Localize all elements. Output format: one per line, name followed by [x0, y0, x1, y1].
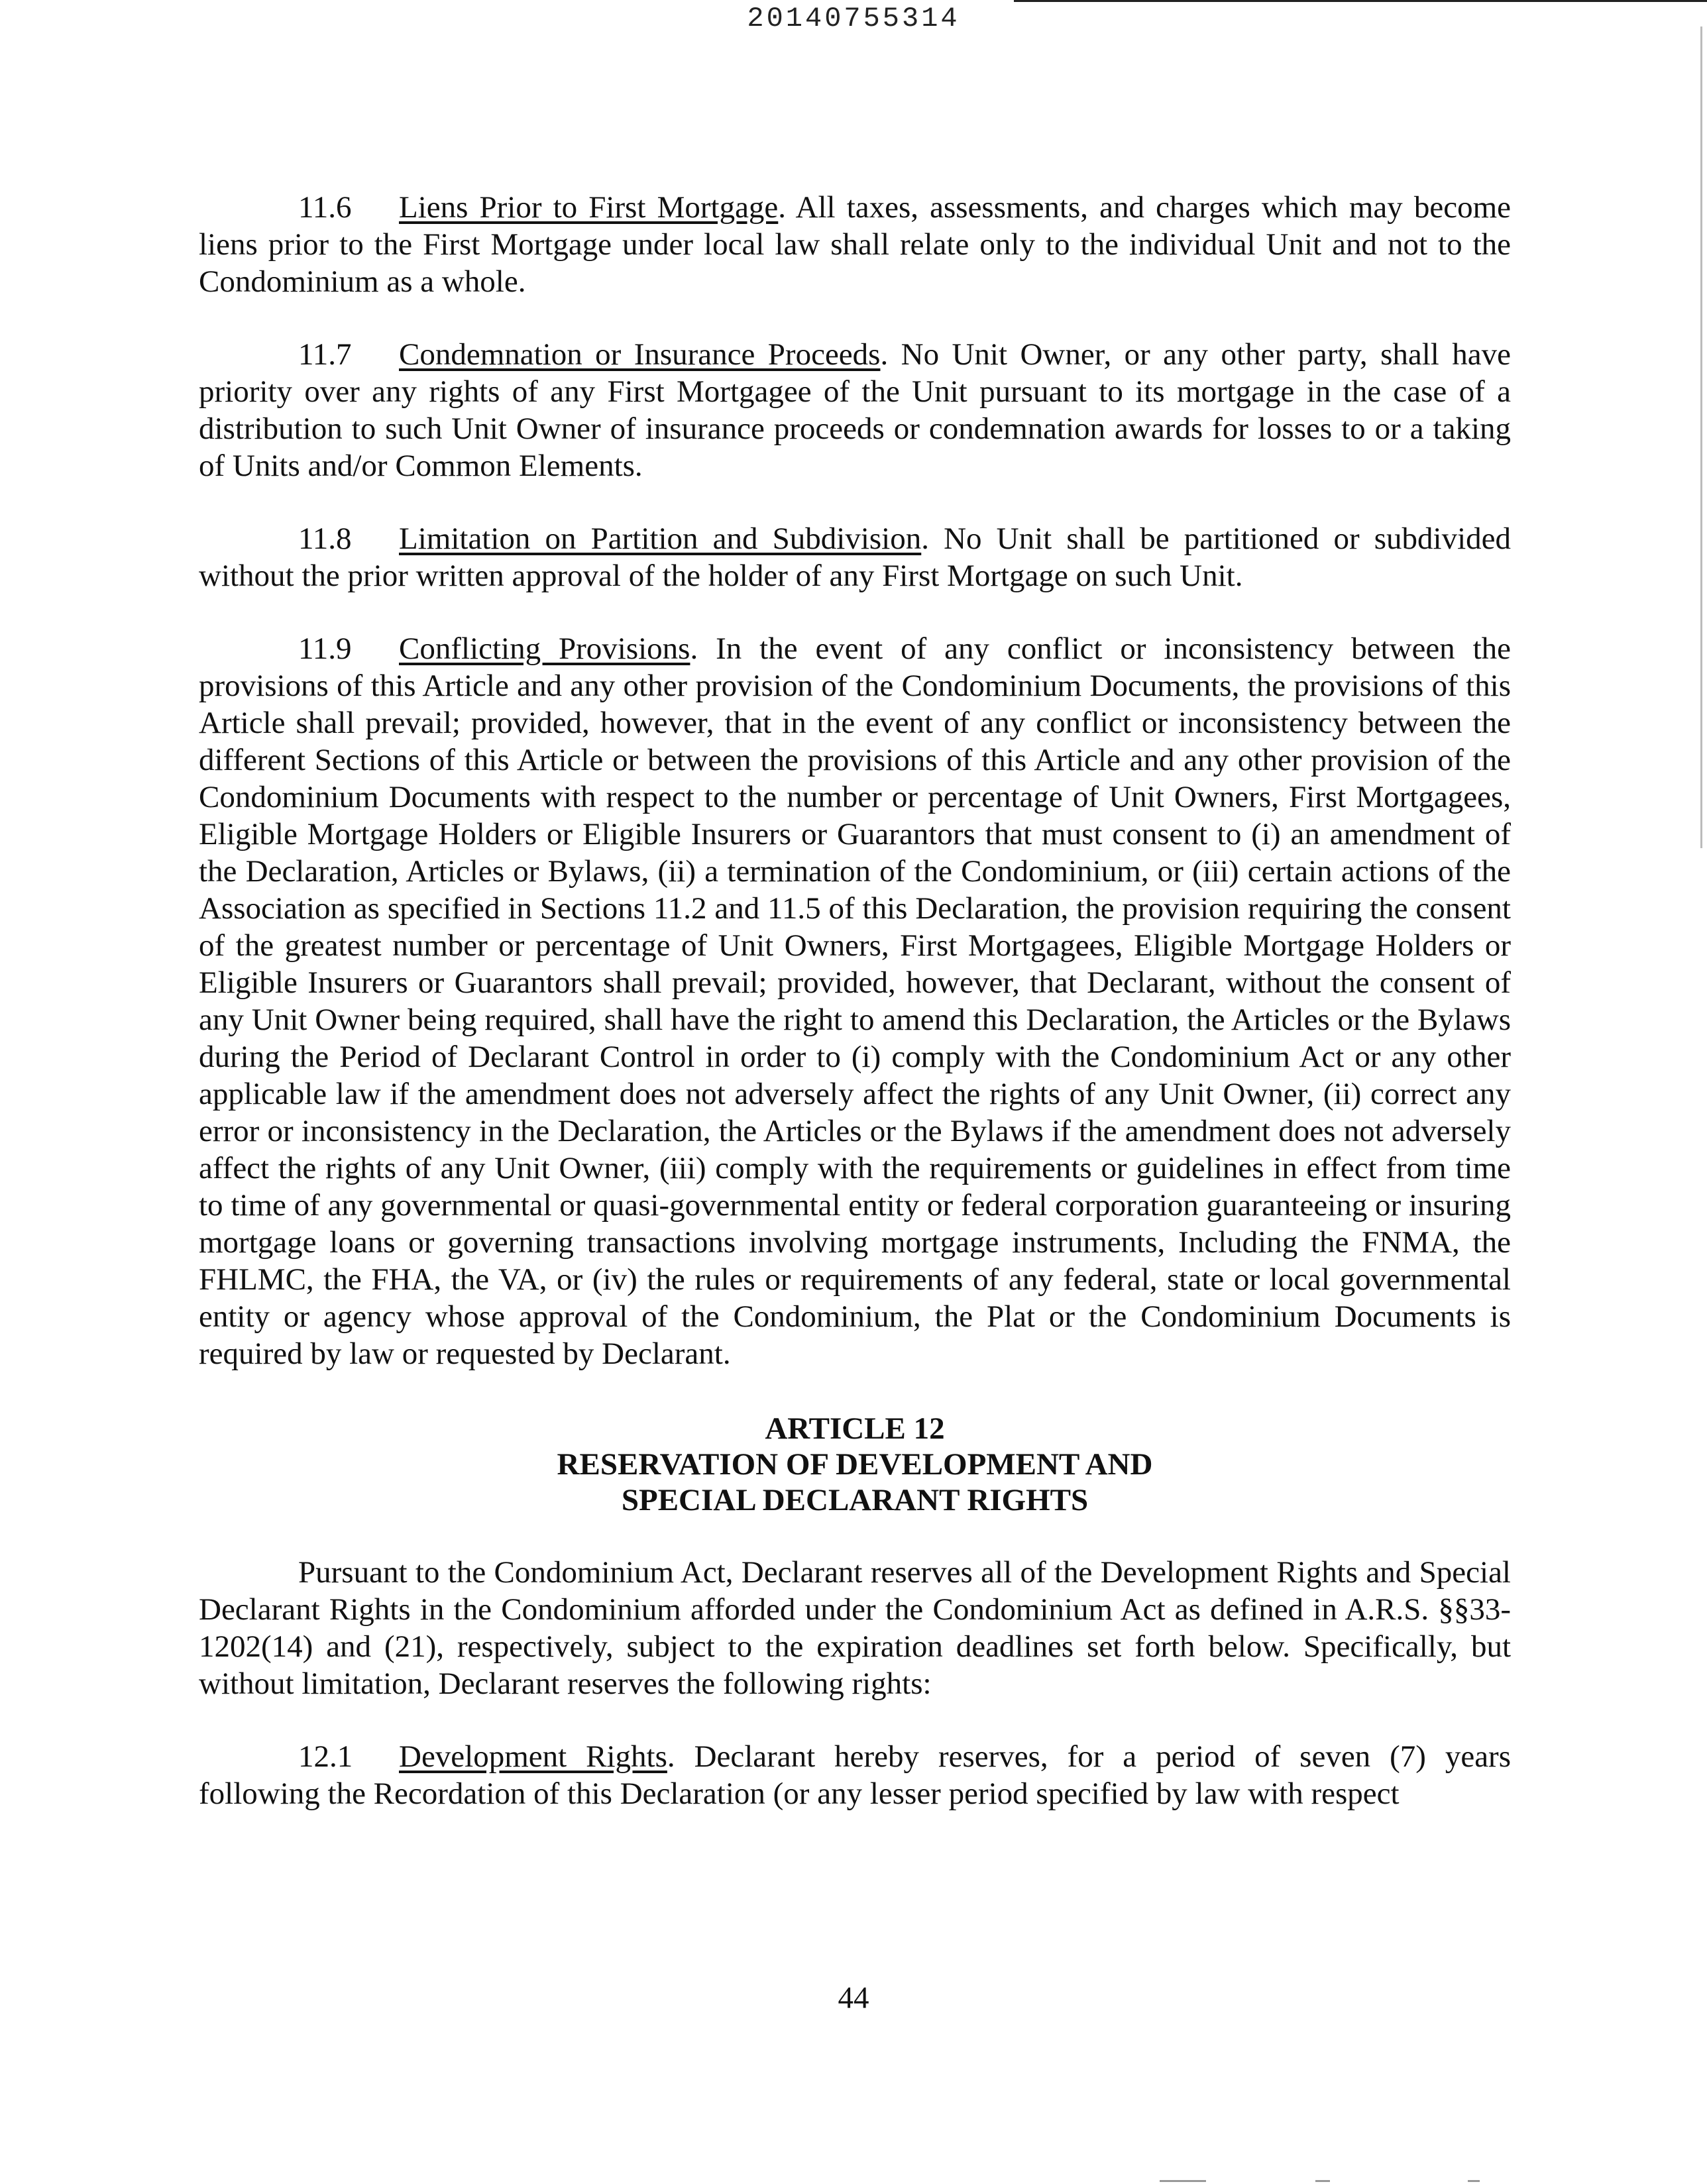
section-11-7 — [199, 336, 1511, 484]
section-title: Liens Prior to First Mortgage — [399, 190, 779, 225]
section-text: . No Unit shall be partitioned or subdivided without the prior written approval of the holder of any First Mortgage on such Unit. — [199, 521, 1511, 593]
section-title: Conflicting Provisions — [399, 631, 690, 666]
article-title-line-2: SPECIAL DECLARANT RIGHTS — [621, 1483, 1089, 1517]
article-12-intro — [199, 1554, 1511, 1702]
section-title: Development Rights — [399, 1739, 667, 1774]
section-text: . In the event of any conflict or inconsistency between the provisions of this Article and any other provision of the Condominium Documents, the provisions of this Article shall prevail; provided, however, that in the event of any conflict or inconsistency between the different Sections of this Article or between the provisions of this Article and any other provision of the Condominium Documents with respect to the number or percentage of Unit Owners, First Mortgagees, Eligible Mortgage Holders or Eligible Insurers or Guarantors that must consent to (i) an amendment of the Declaration, Articles or Bylaws, (ii) a termination of the Condominium, or (iii) certain actions of the Association as specified in Sections 11.2 and 11.5 of this Declaration, the provision requiring the consent of the greatest number or percentage of Unit Owners, First Mortgagees, Eligible Mortgage Holders or Eligible Insurers or Guarantors shall prevail; provided, however, that Declarant, without the consent of any Unit Owner being required, shall have the right to amend this Declaration, the Articles or the Bylaws during the Period of Declarant Control in order to (i) comply with the Condominium Act or any other applicable law if the amendment does not adversely affect the rights of any Unit Owner, (ii) correct any error or inconsistency in the Declaration, the Articles or the Bylaws if the amendment does not adversely affect the rights of any Unit Owner, (iii) comply with the requirements or guidelines in effect from time to time of any governmental or quasi-governmental entity or federal corporation guaranteeing or insuring mortgage loans or governing transactions involving mortgage instruments, Including the FNMA, the FHLMC, the FHA, the VA, or (iv) the rules or requirements of any federal, state or local governmental entity or agency whose approval of the Condominium, the Plat or the Condominium Documents is required by law or requested by Declarant. — [199, 631, 1511, 1371]
section-number: 12.1 — [298, 1739, 353, 1774]
scan-edge — [1700, 27, 1702, 848]
section-number: 11.9 — [298, 631, 352, 666]
scan-artifact — [1315, 2180, 1330, 2182]
section-text: . No Unit Owner, or any other party, shall have priority over any rights of any First Mortgagee of the Unit pursuant to its mortgage in the case of a distribution to such Unit Owner of insurance proceeds or condemnation awards for losses to or a taking of Units and/or Common Elements. — [199, 337, 1511, 483]
section-title: Limitation on Partition and Subdivision — [399, 521, 922, 556]
section-number: 11.7 — [298, 337, 352, 372]
top-rule — [1014, 0, 1707, 2]
section-11-6 — [199, 189, 1511, 300]
article-12-heading — [199, 1411, 1511, 1518]
section-text: . All taxes, assessments, and charges which may become liens prior to the First Mortgage under local law shall relate only to the individual Unit and not to the Condominium as a whole. — [199, 190, 1511, 299]
section-number: 11.8 — [298, 521, 352, 556]
scan-artifact — [1468, 2180, 1480, 2182]
section-number: 11.6 — [298, 190, 352, 225]
article-number: ARTICLE 12 — [765, 1411, 945, 1446]
recording-number: 20140755314 — [747, 3, 960, 34]
intro-text: Pursuant to the Condominium Act, Declarant reserves all of the Development Rights and Special Declarant Rights in the Condominium afforded under the Condominium Act as defined in A.R.S. §§33-1202(14) and (21), respectively, subject to the expiration deadlines set forth below. Specifically, but without limitation, Declarant reserves the following rights: — [199, 1555, 1511, 1701]
section-11-9 — [199, 630, 1511, 1372]
article-title-line-1: RESERVATION OF DEVELOPMENT AND — [557, 1447, 1153, 1482]
page-body — [199, 189, 1511, 1812]
scan-artifact — [1160, 2180, 1206, 2182]
section-12-1 — [199, 1738, 1511, 1812]
section-title: Condemnation or Insurance Proceeds — [399, 337, 881, 372]
section-text: . Declarant hereby reserves, for a period of seven (7) years following the Recordation of this Declaration (or any lesser period specified by law with respect — [199, 1739, 1511, 1811]
page-number: 44 — [838, 1981, 869, 2015]
section-11-8 — [199, 520, 1511, 594]
